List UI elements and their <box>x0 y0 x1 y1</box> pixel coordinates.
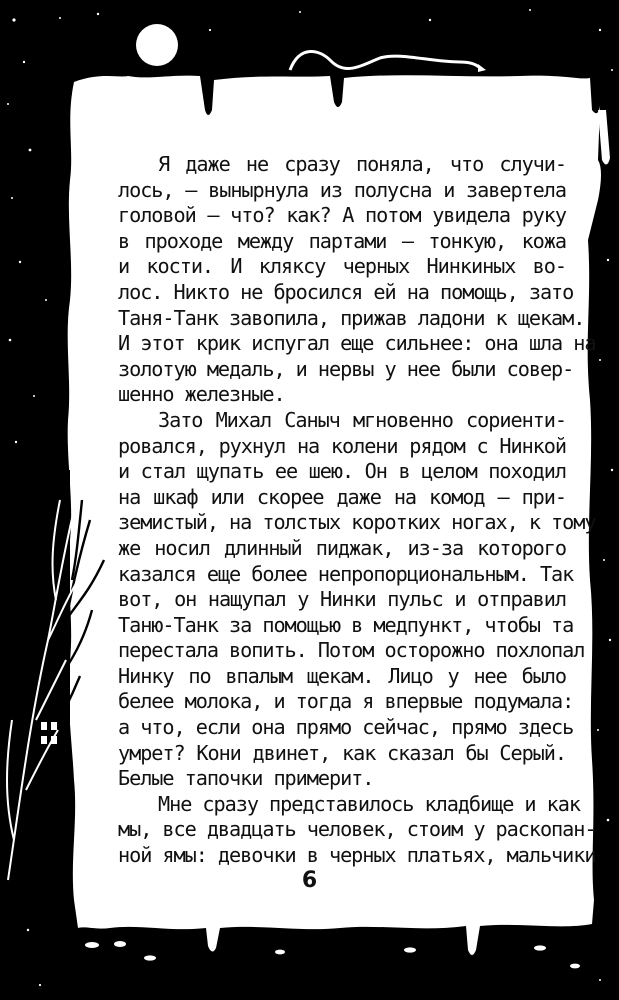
text-line: и стал щупать ее шею. Он в целом походил <box>118 459 566 484</box>
text-line: казался еще более непропорциональным. Так <box>118 561 574 586</box>
text-line: в проходе между партами — тонкую, кожа <box>118 228 566 253</box>
snake-decoration <box>290 51 480 70</box>
text-line: Мне сразу представилось кладбище и как <box>158 791 580 816</box>
text-line: Белые тапочки примерит. <box>118 766 374 791</box>
page-number: 6 <box>301 868 318 893</box>
text-line: лос. Никто не бросился ей на помощь, зато <box>118 279 574 304</box>
text-line: земистый, на толстых коротких ногах, к тому <box>118 510 596 535</box>
body-text <box>118 152 596 869</box>
text-line: лось, — вынырнула из полусна и завертела <box>118 177 566 202</box>
text-line: Я даже не сразу поняла, что случи- <box>158 152 566 176</box>
text-line: Таню-Танк за помощью в медпункт, чтобы та <box>118 612 574 637</box>
text-line: перестала вопить. Потом осторожно похлопал <box>118 638 585 663</box>
paragraph-2 <box>118 407 596 792</box>
text-line: головой — что? как? А потом увидела руку <box>118 203 566 228</box>
text-line: золотую медаль, и нервы у нее были совер- <box>118 356 574 381</box>
text-line: И этот крик испугал еще сильнее: она шла на <box>118 331 596 356</box>
text-line: ровался, рухнул на колени рядом с Нинкой <box>118 433 566 458</box>
text-line: Зато Михал Саныч мгновенно сориенти- <box>158 407 566 432</box>
moon <box>136 24 178 66</box>
text-line: умрет? Кони двинет, как сказал бы Серый. <box>118 740 566 765</box>
text-line: Нинку по впалым щекам. Лицо у нее было <box>118 663 566 688</box>
text-line: белее молока, и тогда я впервые подумала: <box>118 689 574 714</box>
text-line: а что, если она прямо сейчас, прямо здесь <box>118 715 574 740</box>
text-line: Таня-Танк завопила, прижав ладони к щекам. <box>118 305 585 330</box>
text-line: вот, он нащупал у Нинки пульс и отправил <box>118 587 566 612</box>
text-line: мы, все двадцать человек, стоим у раскопан- <box>118 817 596 842</box>
paragraph-3 <box>118 791 596 869</box>
text-line: на шкаф или скорее даже на комод — при- <box>118 484 566 509</box>
text-line: же носил длинный пиджак, из-за которого <box>118 535 566 560</box>
eyes-decoration <box>85 941 580 968</box>
text-line: и кости. И кляксу черных Нинкиных во- <box>118 254 566 279</box>
text-line: шенно железные. <box>118 382 285 407</box>
text-line: ной ямы: девочки в черных платьях, мальчики <box>118 843 596 868</box>
paragraph-1 <box>118 152 596 408</box>
